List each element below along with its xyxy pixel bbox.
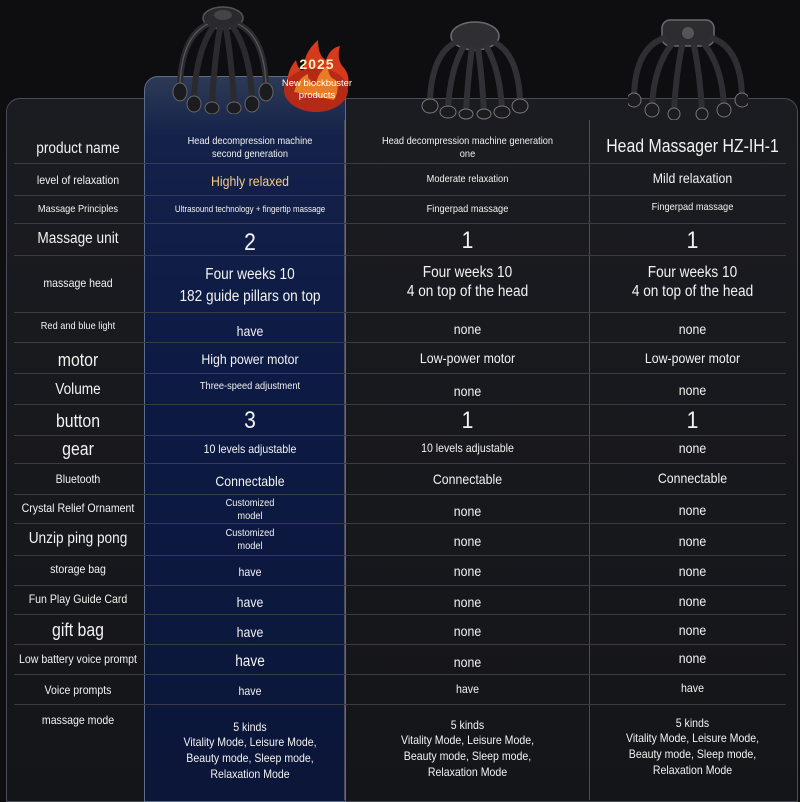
cell-massage-head-col1: Four weeks 10 182 guide pillars on top	[179, 265, 321, 305]
cell-relaxation-col2: Moderate relaxation	[426, 172, 509, 185]
cell-bluetooth-col2: Connectable	[432, 470, 503, 487]
cell-red-blue-col1: have	[236, 322, 264, 339]
product-image-hz-ih-1	[628, 8, 748, 120]
cell-ping-pong-col3: none	[678, 532, 707, 549]
row-label-relaxation: level of relaxation	[36, 172, 120, 187]
cell-gift-bag-col1: have	[236, 623, 264, 640]
cell-massage-head-col2: Four weeks 10 4 on top of the head	[406, 264, 529, 300]
row-label-voice-prompts: Voice prompts	[44, 682, 112, 697]
row-label-unzip-ping-pong: Unzip ping pong	[28, 529, 128, 547]
cell-massage-unit-col1: 2	[244, 228, 256, 256]
row-label-red-blue-light: Red and blue light	[40, 319, 116, 332]
cell-massage-mode-col3: 5 kinds Vitality Mode, Leisure Mode, Beauty mode, Sleep mode, Relaxation Mode	[625, 715, 760, 777]
cell-red-blue-col3: none	[678, 320, 707, 337]
cell-product-name-col1: Head decompression machine second generation	[187, 135, 313, 160]
cell-guide-card-col2: none	[453, 593, 482, 610]
cell-motor-col2: Low-power motor	[419, 349, 516, 366]
row-label-storage-bag: storage bag	[50, 561, 106, 576]
row-label-bluetooth: Bluetooth	[55, 471, 101, 486]
row-label-massage-head: massage head	[43, 275, 113, 290]
cell-voice-prompts-col2: have	[456, 681, 479, 696]
row-label-product-name: product name	[36, 139, 120, 157]
cell-massage-head-col3: Four weeks 10 4 on top of the head	[631, 264, 754, 300]
cell-gear-col2: 10 levels adjustable	[421, 440, 514, 455]
cell-button-col2: 1	[461, 406, 474, 434]
row-label-button: button	[55, 411, 101, 432]
cell-guide-card-col1: have	[236, 593, 264, 610]
product-image-generation-one	[420, 14, 530, 120]
row-label-motor: motor	[57, 350, 99, 371]
cell-gear-col3: none	[678, 439, 707, 456]
cell-crystal-col1: Customized model	[225, 497, 275, 522]
cell-storage-bag-col1: have	[238, 564, 262, 579]
row-label-massage-unit: Massage unit	[37, 229, 119, 247]
cell-motor-col1: High power motor	[201, 350, 299, 367]
cell-voice-prompts-col3: have	[681, 680, 704, 695]
cell-product-name-col2: Head decompression machine generation one	[381, 135, 554, 160]
cell-storage-bag-col3: none	[678, 562, 707, 579]
cell-button-col3: 1	[686, 406, 699, 434]
cell-ping-pong-col2: none	[453, 532, 482, 549]
cell-motor-col3: Low-power motor	[644, 349, 741, 366]
row-label-gift-bag: gift bag	[52, 620, 104, 641]
cell-guide-card-col3: none	[678, 592, 707, 609]
row-label-gear: gear	[62, 439, 94, 460]
row-label-volume: Volume	[55, 380, 101, 398]
cell-bluetooth-col1: Connectable	[215, 472, 285, 489]
cell-gift-bag-col2: none	[453, 622, 482, 639]
cell-red-blue-col2: none	[453, 320, 482, 337]
cell-crystal-col2: none	[453, 502, 482, 519]
cell-button-col1: 3	[244, 406, 256, 434]
cell-gear-col1: 10 levels adjustable	[203, 441, 297, 456]
cell-massage-mode-col2: 5 kinds Vitality Mode, Leisure Mode, Beauty mode, Sleep mode, Relaxation Mode	[400, 717, 535, 779]
cell-crystal-col3: none	[678, 501, 707, 518]
cell-massage-unit-col2: 1	[461, 226, 474, 254]
badge-year: 2025	[299, 56, 335, 72]
badge-label: New blockbuster products	[281, 77, 353, 101]
row-label-low-battery: Low battery voice prompt	[19, 651, 137, 666]
cell-volume-col3: none	[678, 381, 707, 398]
cell-relaxation-col1: Highly relaxed	[210, 172, 290, 189]
row-label-guide-card: Fun Play Guide Card	[28, 591, 128, 606]
cell-principles-col3: Fingerpad massage	[651, 200, 734, 213]
new-product-badge	[278, 34, 356, 112]
cell-relaxation-col3: Mild relaxation	[652, 169, 733, 186]
cell-massage-mode-col1: 5 kinds Vitality Mode, Leisure Mode, Beauty mode, Sleep mode, Relaxation Mode	[183, 719, 317, 781]
cell-low-battery-col1: have	[235, 652, 265, 670]
cell-principles-col1: Ultrasound technology + fingertip massage	[174, 203, 326, 214]
cell-ping-pong-col1: Customized model	[225, 527, 275, 552]
row-label-massage-mode: massage mode	[41, 712, 115, 727]
row-label-massage-principles: Massage Principles	[37, 202, 119, 215]
product-image-second-generation	[168, 2, 278, 114]
row-label-crystal-ornament: Crystal Relief Ornament	[21, 500, 135, 515]
cell-gift-bag-col3: none	[678, 621, 707, 638]
cell-volume-col1: Three-speed adjustment	[199, 379, 301, 392]
cell-massage-unit-col3: 1	[686, 226, 699, 254]
cell-voice-prompts-col1: have	[238, 683, 262, 698]
cell-bluetooth-col3: Connectable	[657, 469, 728, 486]
cell-low-battery-col3: none	[678, 649, 707, 666]
cell-low-battery-col2: none	[453, 653, 482, 670]
cell-storage-bag-col2: none	[453, 562, 482, 579]
cell-principles-col2: Fingerpad massage	[426, 202, 509, 215]
cell-product-name-col3: Head Massager HZ-IH-1	[606, 136, 779, 157]
cell-volume-col2: none	[453, 382, 482, 399]
